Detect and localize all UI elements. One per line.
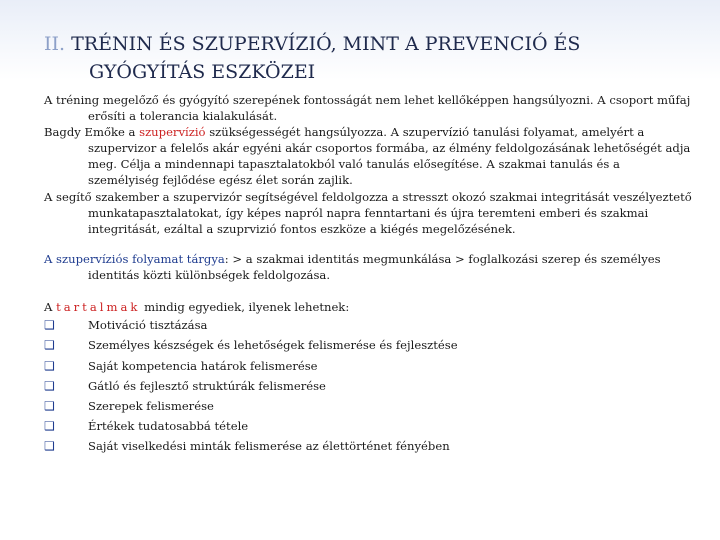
list-item-text: Gátló és fejlesztő struktúrák felismerése [88,378,326,393]
p5-post: mindig egyediek, ilyenek lehetnek: [140,300,350,315]
p2-pre: Bagdy Emőke a [44,125,140,140]
list-item [44,356,694,376]
square-bullet-icon: ❑ [44,378,55,393]
list-item [44,396,694,416]
contents-list [44,315,694,456]
title-line-1: TRÉNIN ÉS SZUPERVÍZIÓ, MINT A PREVENCIÓ ÉS [71,33,581,55]
p5-pre: A [44,300,57,315]
square-bullet-icon: ❑ [44,419,55,434]
list-item [44,436,694,456]
list-item-text: Saját kompetencia határok felismerése [88,358,318,373]
p2-post: szükségességét hangsúlyozza. A szupervízió tanulási folyamat, amelyért a szupervizor a felelős akár egyéni akár csoportos formába, az élmény feldolgozásának lehetőségét adja meg. Célja a mindennapi tapasztalatokból való tanulás elősegítése. A szakmai tanulás és a személyiség fejlődése egész élet során zajlik. [88,125,691,188]
list-item [44,335,694,355]
slide-title [44,30,694,86]
list-item [44,376,694,396]
paragraph-helper: A segítő szakember a szupervizór segítségével feldolgozza a stresszt okozó szakmai integritását veszélyeztető munkatapasztalatokat, így képes napról napra fenntartani és újra teremteni emberi és szakmai integritását, ezáltal a szuprvizió fontos eszköze a kiégés megelőzésének. [44,189,692,236]
list-item-text: Értékek tudatosabbá tétele [88,419,249,434]
list-item-text: Motiváció tisztázása [88,318,208,333]
square-bullet-icon: ❑ [44,358,55,373]
paragraph-contents-intro [44,299,694,315]
process-subject-text: : > a szakmai identitás megmunkálása > foglalkozási szerep és személyes identitás közti különbségek feldolgozása. [88,251,661,282]
list-item-text: Személyes készségek és lehetőségek felismerése és fejlesztése [88,338,458,353]
list-item-text: Szerepek felismerése [88,398,214,413]
paragraph-process-subject [44,251,694,283]
square-bullet-icon: ❑ [44,318,55,333]
list-item [44,315,694,335]
title-line-2: GYÓGYÍTÁS ESZKÖZEI [89,61,316,83]
slide-body [44,92,694,456]
square-bullet-icon: ❑ [44,439,55,454]
process-subject-label: A szupervíziós folyamat tárgya [44,251,225,266]
square-bullet-icon: ❑ [44,398,55,413]
paragraph-supervision [44,124,694,188]
supervision-highlight: szupervízió [139,125,206,140]
list-item-text: Saját viselkedési minták felismerése az élettörténet fényében [88,439,450,454]
square-bullet-icon: ❑ [44,338,55,353]
paragraph-training: A tréning megelőző és gyógyító szerepének fontosságát nem lehet kellőképpen hangsúlyozni. A csoport műfaj erősíti a tolerancia kialakulását. [44,93,691,124]
title-number: II. [44,33,66,55]
list-item [44,416,694,436]
contents-word: tartalmak [56,300,141,315]
